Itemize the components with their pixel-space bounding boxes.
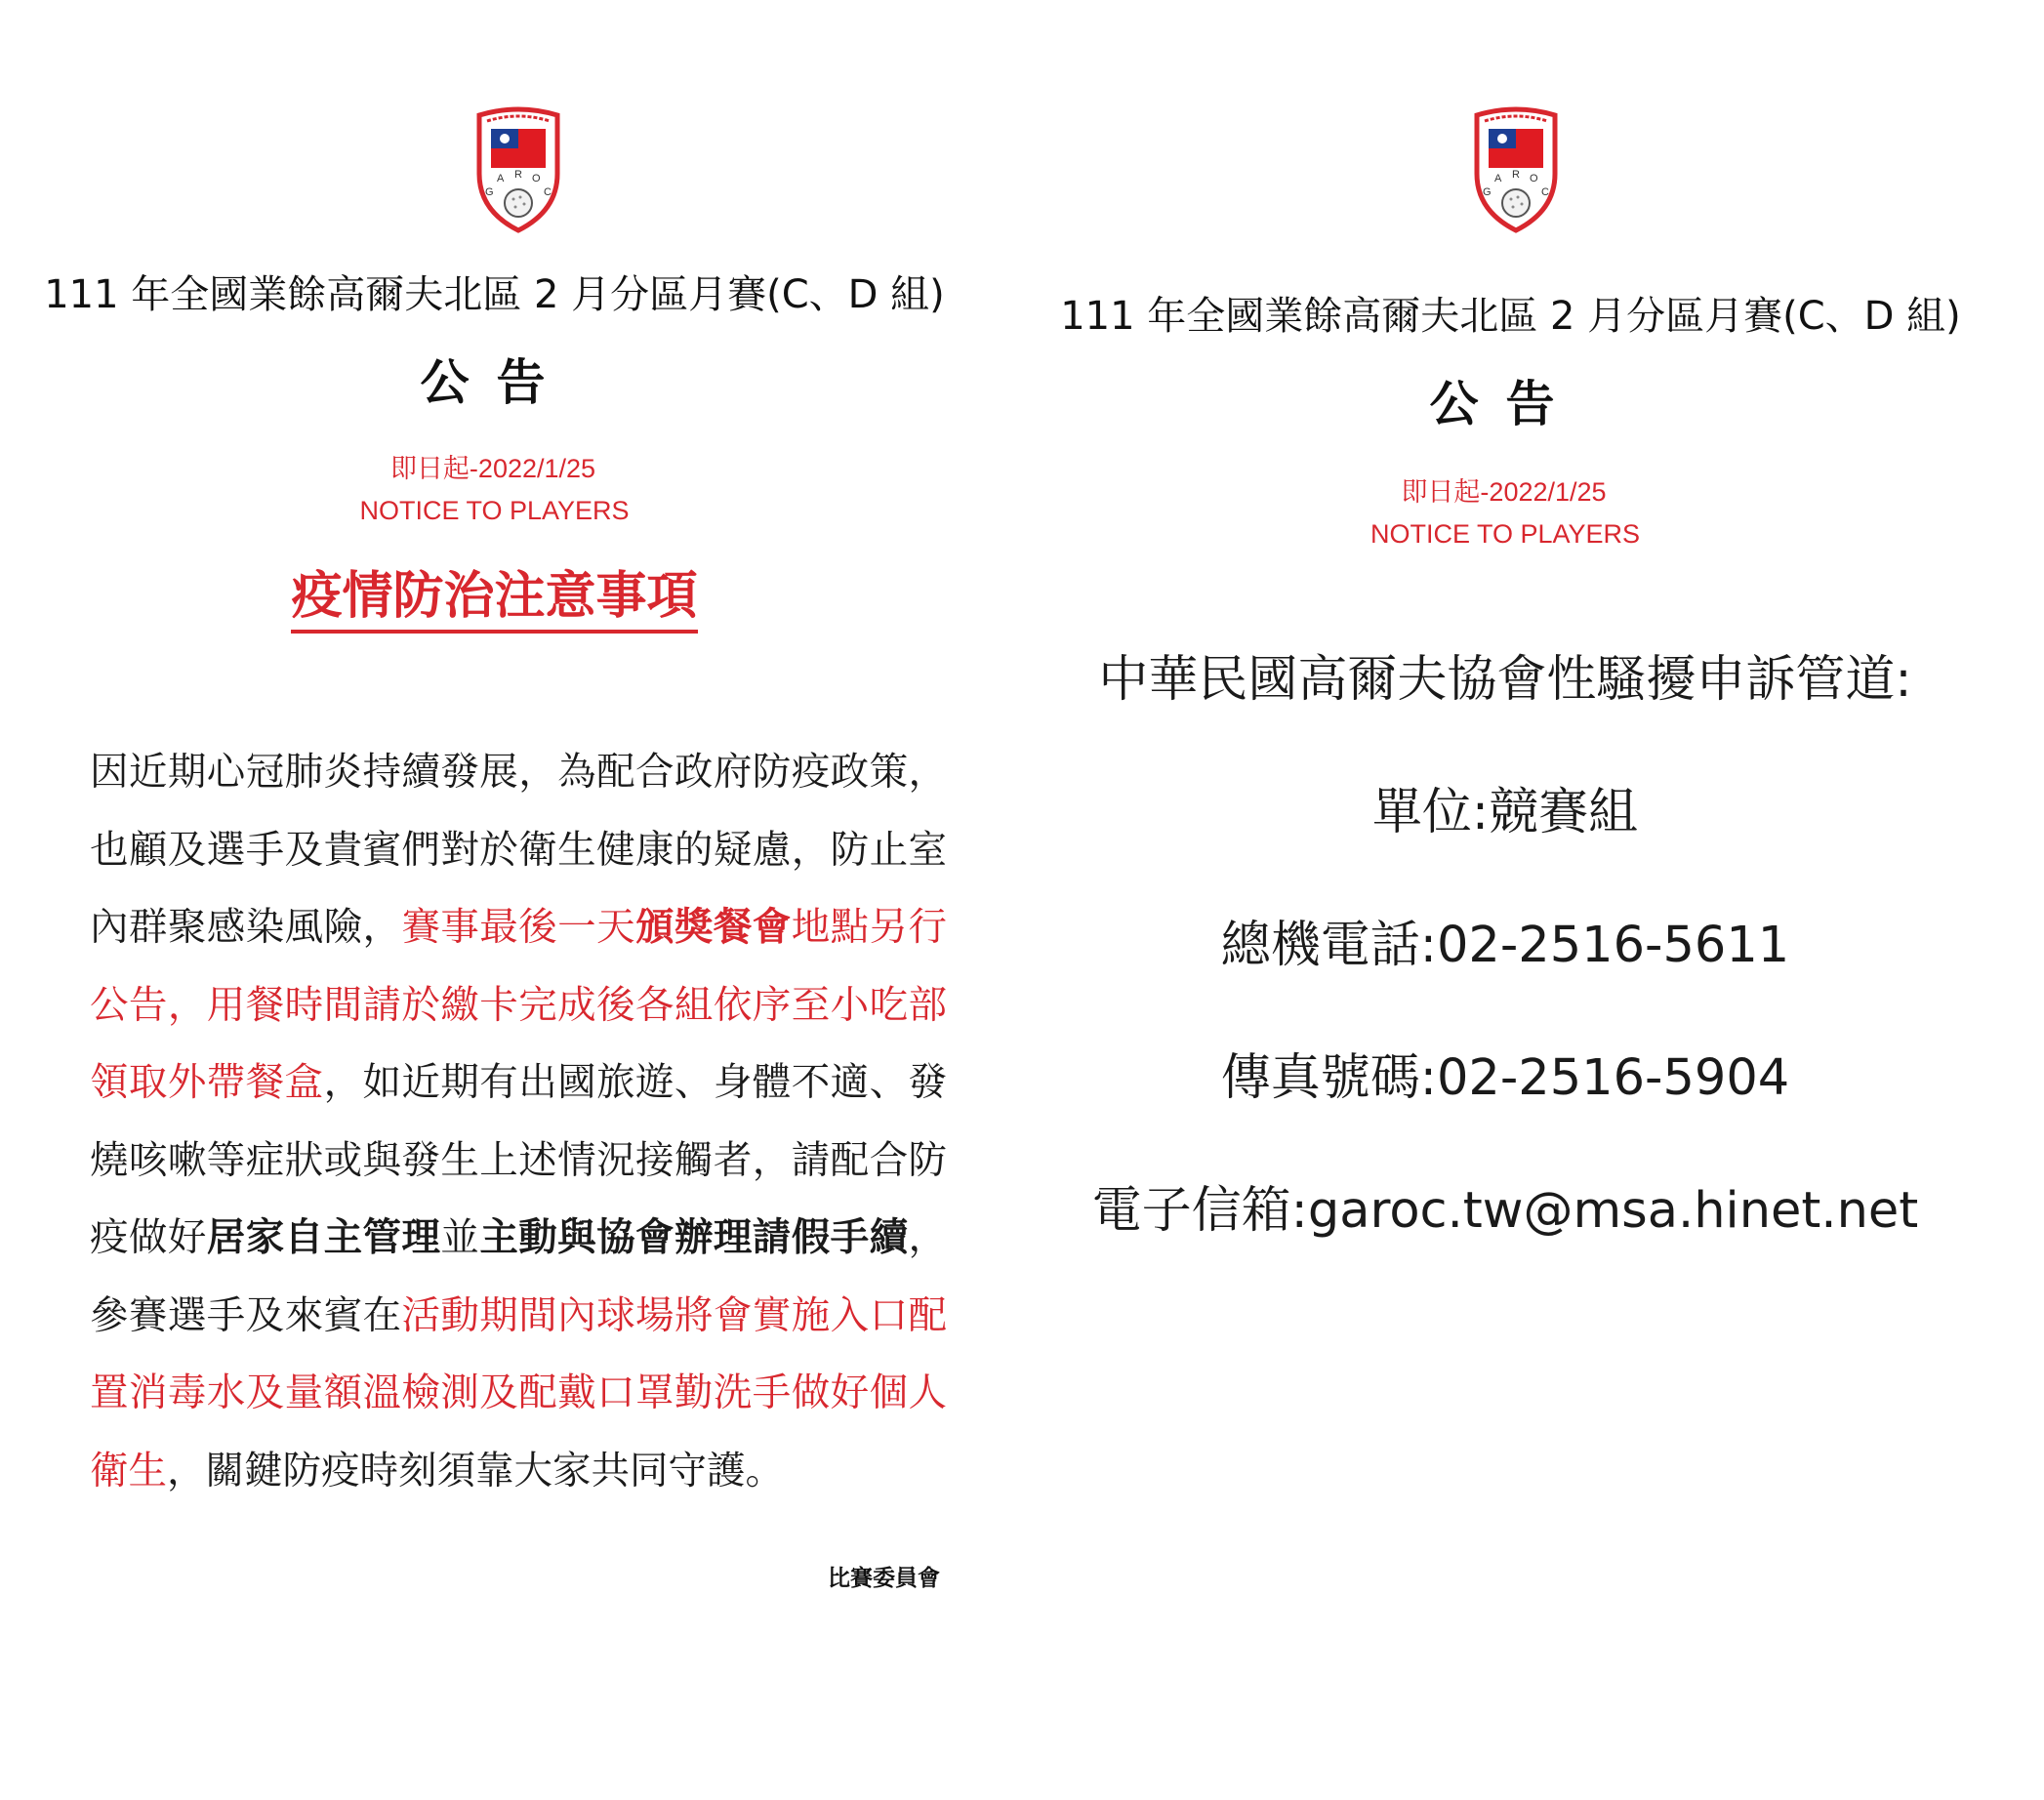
body-text: 因近期心冠肺炎持續發展，為配合政府防疫政策，也顧及選手及貴賓們對於衛生健康的疑慮，防止室內群聚感染風險， <box>90 750 947 950</box>
svg-text:C: C <box>1541 186 1549 198</box>
body-text-bold: 居家自主管理 <box>206 1215 441 1260</box>
announcement-heading: 公告 <box>420 354 573 411</box>
svg-text:O: O <box>532 173 541 184</box>
svg-text:A: A <box>497 173 505 184</box>
signature: 比賽委員會 <box>828 1566 940 1591</box>
svg-text:O: O <box>1530 173 1538 184</box>
body-text-highlight-bold: 頒獎餐會 <box>635 905 792 950</box>
body-text: ，關鍵防疫時刻須靠大家共同守護。 <box>167 1448 784 1493</box>
right-page <box>1022 0 2044 1800</box>
svg-text:G: G <box>1483 186 1492 198</box>
date-line: 即日起-2022/1/25 <box>1401 477 1607 507</box>
body-text: 並 <box>440 1215 480 1260</box>
contact-fax: 傳真號碼:02-2516-5904 <box>1220 1049 1790 1107</box>
svg-text:G: G <box>485 186 494 198</box>
announcement-heading: 公告 <box>1429 376 1582 432</box>
svg-text:A: A <box>1494 173 1502 184</box>
body-text: ，參賽選手及來賓在 <box>90 1215 948 1338</box>
svg-text:R: R <box>1512 169 1520 181</box>
svg-text:C: C <box>544 186 552 198</box>
garoc-emblem-icon <box>473 105 563 234</box>
page-title: 111 年全國業餘高爾夫北區 2 月分區月賽(C、D 組) <box>44 272 945 317</box>
notice-line: NOTICE TO PLAYERS <box>359 496 630 525</box>
body-text: ，如近期有出國旅遊、身體不適、發燒咳嗽等症狀或與發生上述情況接觸者，請配合防疫做好 <box>90 1060 948 1260</box>
body-text-highlight: 活動期間內球場將會實施入口配置消毒水及量額溫檢測及配戴口罩勤洗手做好個人衛生 <box>90 1292 948 1493</box>
body-text-bold: 主動與協會辦理請假手續 <box>479 1215 909 1260</box>
contact-phone: 總機電話:02-2516-5611 <box>1220 917 1790 974</box>
page-title: 111 年全國業餘高爾夫北區 2 月分區月賽(C、D 組) <box>1060 294 1961 339</box>
body-paragraph <box>90 734 947 1510</box>
garoc-emblem-icon <box>1471 105 1561 234</box>
notice-line: NOTICE TO PLAYERS <box>1369 519 1641 549</box>
contact-email: 電子信箱:garoc.tw@msa.hinet.net <box>1091 1182 1919 1240</box>
date-line: 即日起-2022/1/25 <box>389 454 596 483</box>
subject-text: 疫情防治注意事項 <box>291 567 697 634</box>
svg-text:R: R <box>514 169 522 181</box>
contact-unit: 單位:競賽組 <box>1371 784 1639 841</box>
complaint-channel-heading: 中華民國高爾夫協會性騷擾申訴管道: <box>1098 651 1912 709</box>
subject-heading <box>0 554 1022 628</box>
body-text-highlight: 地點另行公告，用餐時間請於繳卡完成後各組依序至小吃部領取外帶餐盒 <box>90 905 948 1105</box>
body-text-highlight: 賽事最後一天 <box>401 905 636 950</box>
